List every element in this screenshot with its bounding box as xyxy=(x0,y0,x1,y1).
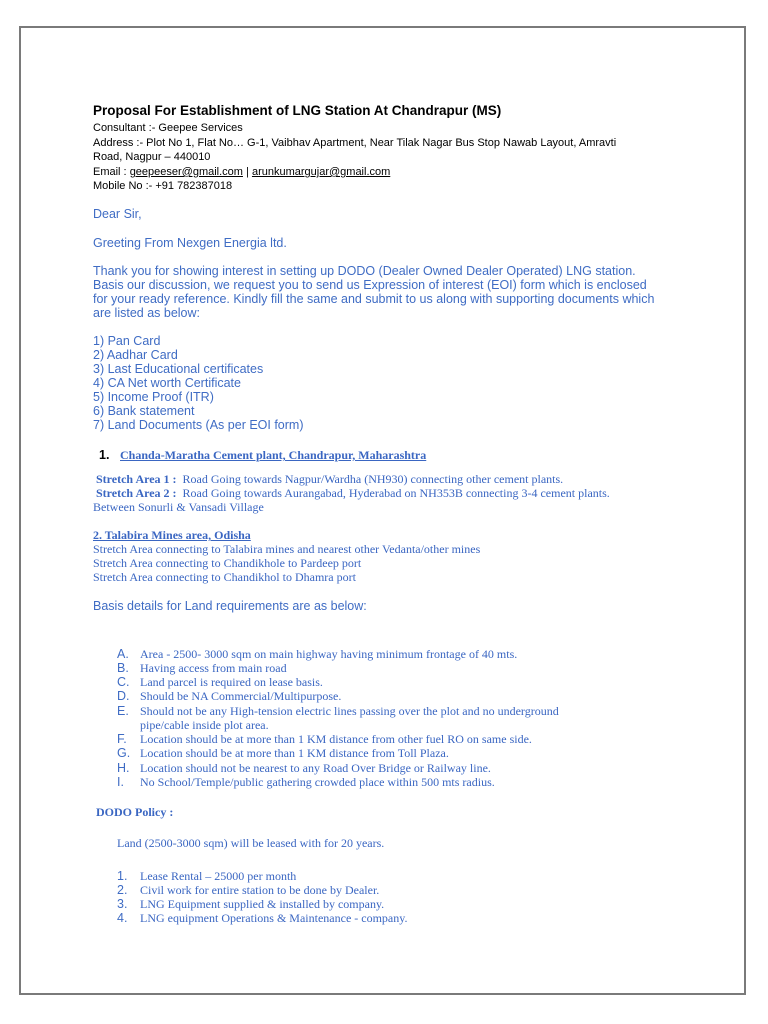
email-line xyxy=(93,166,390,178)
email-separator: | xyxy=(242,166,252,178)
policy-item-number: 3. xyxy=(117,897,128,911)
document-title: Proposal For Establishment of LNG Station At Chandrapur (MS) xyxy=(93,103,502,118)
stretch-area-2 xyxy=(96,486,610,501)
land-item xyxy=(117,773,495,791)
land-item-letter: G. xyxy=(117,746,131,760)
document-list-item: 7) Land Documents (As per EOI form) xyxy=(93,418,304,432)
email-label: Email : xyxy=(93,166,130,178)
document-list-item: 3) Last Educational certificates xyxy=(93,362,264,376)
greeting: Greeting From Nexgen Energia ltd. xyxy=(93,236,287,250)
paragraph-line: for your ready reference. Kindly fill the same and submit to us along with supporting documents which xyxy=(93,292,655,306)
between-villages: Between Sonurli & Vansadi Village xyxy=(93,500,264,514)
document-list-item: 4) CA Net worth Certificate xyxy=(93,376,241,390)
policy-item-text: Lease Rental – 25000 per month xyxy=(140,869,297,883)
stretch-area-2-label: Stretch Area 2 : xyxy=(96,486,177,500)
land-item-text: Location should be at more than 1 KM distance from other fuel RO on same side. xyxy=(140,732,532,746)
policy-heading: DODO Policy : xyxy=(96,805,174,819)
land-item-letter: B. xyxy=(117,661,129,675)
land-item-text: Area - 2500- 3000 sqm on main highway having minimum frontage of 40 mts. xyxy=(140,647,518,661)
land-item-letter: I. xyxy=(117,775,124,789)
address-line-2: Road, Nagpur – 440010 xyxy=(93,151,211,163)
stretch-area-1-text: Road Going towards Nagpur/Wardha (NH930) connecting other cement plants. xyxy=(182,472,564,486)
policy-lease-line: Land (2500-3000 sqm) will be leased with for 20 years. xyxy=(117,836,385,850)
land-item-letter: E. xyxy=(117,704,129,718)
email-link-1[interactable]: geepeeser@gmail.com xyxy=(129,166,243,178)
mobile-line: Mobile No :- +91 782387018 xyxy=(93,180,233,192)
consultant-line: Consultant :- Geepee Services xyxy=(93,122,243,134)
policy-item-number: 4. xyxy=(117,911,128,925)
document-list-item: 1) Pan Card xyxy=(93,334,161,348)
document-list-item: 2) Aadhar Card xyxy=(93,348,178,362)
site-2-line: Stretch Area connecting to Chandikhole to Pardeep port xyxy=(93,556,362,570)
land-intro: Basis details for Land requirements are as below: xyxy=(93,599,367,613)
site-1-heading xyxy=(99,446,426,464)
paragraph-line: are listed as below: xyxy=(93,306,201,320)
document-list-item: 6) Bank statement xyxy=(93,404,195,418)
paragraph-line: Thank you for showing interest in setting up DODO (Dealer Owned Dealer Operated) LNG station. xyxy=(93,264,636,278)
land-item-letter: H. xyxy=(117,761,130,775)
stretch-area-1 xyxy=(96,472,563,487)
site-1-number: 1. xyxy=(99,448,110,462)
land-item-letter: F. xyxy=(117,732,127,746)
address-line-1: Address :- Plot No 1, Flat No… G-1, Vaibhav Apartment, Near Tilak Nagar Bus Stop Nawab Layout, Amravti xyxy=(93,137,617,149)
land-item-text: Should be NA Commercial/Multipurpose. xyxy=(140,689,342,703)
policy-item-text: Civil work for entire station to be done by Dealer. xyxy=(140,883,380,897)
site-2-line: Stretch Area connecting to Talabira mines and nearest other Vedanta/other mines xyxy=(93,542,481,556)
land-item-text: Location should be at more than 1 KM distance from Toll Plaza. xyxy=(140,746,449,760)
land-item-letter: A. xyxy=(117,647,129,661)
stretch-area-1-label: Stretch Area 1 : xyxy=(96,472,177,486)
land-item-text: Should not be any High-tension electric lines passing over the plot and no underground xyxy=(140,704,559,718)
document-list-item: 5) Income Proof (ITR) xyxy=(93,390,214,404)
land-item-text: Location should not be nearest to any Road Over Bridge or Railway line. xyxy=(140,761,491,775)
land-item-letter: C. xyxy=(117,675,130,689)
policy-item-text: LNG equipment Operations & Maintenance - company. xyxy=(140,911,408,925)
site-1-title: Chanda-Maratha Cement plant, Chandrapur, Maharashtra xyxy=(120,448,427,462)
site-2-line: Stretch Area connecting to Chandikhol to Dhamra port xyxy=(93,570,356,584)
site-2-heading: 2. Talabira Mines area, Odisha xyxy=(93,528,251,542)
policy-item-number: 2. xyxy=(117,883,128,897)
land-item-text: pipe/cable inside plot area. xyxy=(140,718,269,732)
policy-item-text: LNG Equipment supplied & installed by company. xyxy=(140,897,385,911)
policy-item-number: 1. xyxy=(117,869,128,883)
land-item-text: Having access from main road xyxy=(140,661,287,675)
land-item-letter: D. xyxy=(117,689,130,703)
email-link-2[interactable]: arunkumargujar@gmail.com xyxy=(251,166,391,178)
stretch-area-2-text: Road Going towards Aurangabad, Hyderabad on NH353B connecting 3-4 cement plants. xyxy=(182,486,610,500)
land-item-text: No School/Temple/public gathering crowded place within 500 mts radius. xyxy=(140,775,495,789)
salutation: Dear Sir, xyxy=(93,207,142,221)
land-item-text: Land parcel is required on lease basis. xyxy=(140,675,323,689)
policy-item xyxy=(117,909,407,927)
paragraph-line: Basis our discussion, we request you to send us Expression of interest (EOI) form which is enclosed xyxy=(93,278,647,292)
